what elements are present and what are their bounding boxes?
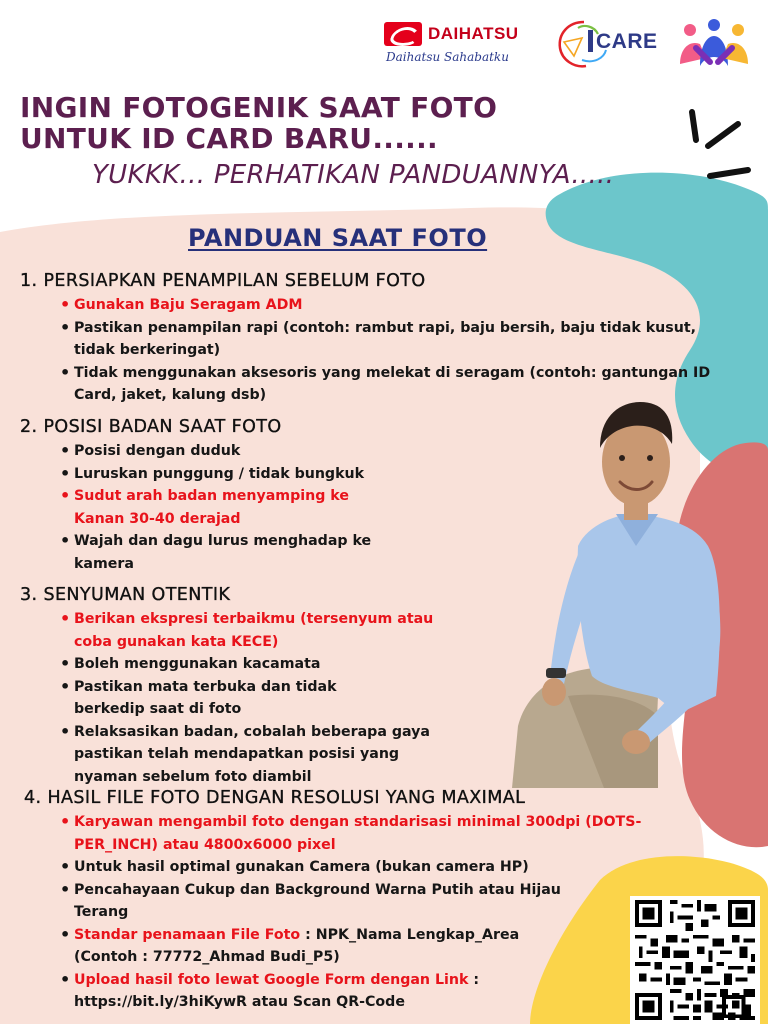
list-item: • Pastikan penampilan rapi (contoh: rambut rapi, baju bersih, baju tidak kusut, tidak berkeringat) xyxy=(58,317,740,362)
list-item: • Tidak menggunakan aksesoris yang melekat di seragam (contoh: gantungan ID Card, jaket, kalung dsb) xyxy=(58,362,740,407)
list-item: • Berikan ekspresi terbaikmu (tersenyum atau coba gunakan kata KECE) xyxy=(58,608,438,653)
section-body-position xyxy=(20,416,440,575)
guide-title: PANDUAN SAAT FOTO xyxy=(188,224,488,252)
section-file-result xyxy=(24,787,664,1014)
man-seated-photo-icon xyxy=(508,396,732,788)
brand-name: DAIHATSU xyxy=(428,24,519,43)
section-list xyxy=(58,294,740,407)
title-line-1: INGIN FOTOGENIK SAAT FOTO xyxy=(20,91,498,124)
daihatsu-logo xyxy=(384,22,534,68)
list-item-naming xyxy=(58,924,618,969)
accent-strokes-icon xyxy=(676,106,756,192)
list-item: • Wajah dan dagu lurus menghadap ke kamera xyxy=(58,530,418,575)
list-item: • Luruskan punggung / tidak bungkuk xyxy=(58,463,440,486)
section-heading: 1. PERSIAPKAN PENAMPILAN SEBELUM FOTO xyxy=(20,271,426,291)
upload-label: Upload hasil foto lewat Google Form dengan Link xyxy=(74,971,469,988)
list-item: • Boleh menggunakan kacamata xyxy=(58,653,460,676)
daihatsu-logo-icon xyxy=(384,22,422,46)
section-appearance xyxy=(20,270,740,407)
section-heading: 4. HASIL FILE FOTO DENGAN RESOLUSI YANG MAXIMAL xyxy=(24,788,526,808)
list-item-upload xyxy=(58,969,618,1014)
upload-link[interactable]: https://bit.ly/3hiKywR atau Scan QR-Code xyxy=(74,994,405,1010)
qr-code-icon[interactable] xyxy=(630,896,760,1024)
list-item: • Karyawan mengambil foto dengan standarisasi minimal 300dpi (DOTS-PER_INCH) atau 4800x6000 pixel xyxy=(58,811,658,856)
list-item: • Sudut arah badan menyamping ke Kanan 30-40 derajad xyxy=(58,485,398,530)
list-item: • Untuk hasil optimal gunakan Camera (bukan camera HP) xyxy=(58,856,664,879)
section-smile xyxy=(20,584,460,788)
page-title xyxy=(20,92,620,154)
list-item: • Relaksasikan badan, cobalah beberapa gaya pastikan telah mendapatkan posisi yang nyaman sebelum foto diambil xyxy=(58,721,443,789)
section-heading: 3. SENYUMAN OTENTIK xyxy=(20,585,231,605)
list-item: • Gunakan Baju Seragam ADM xyxy=(58,294,740,317)
section-list xyxy=(58,811,664,1014)
list-item: • Posisi dengan duduk xyxy=(58,440,440,463)
upload-colon: : xyxy=(468,971,480,988)
people-logo-icon xyxy=(676,18,752,70)
icare-logo xyxy=(554,16,666,72)
section-list xyxy=(58,440,440,575)
section-list xyxy=(58,608,460,788)
list-item: • Pencahayaan Cukup dan Background Warna Putih atau Hijau Terang xyxy=(58,879,598,924)
section-heading: 2. POSISI BADAN SAAT FOTO xyxy=(20,417,282,437)
naming-example: (Contoh : 77772_Ahmad Budi_P5) xyxy=(74,949,340,965)
page-subtitle: YUKKK... PERHATIKAN PANDUANNYA..... xyxy=(92,160,615,190)
title-line-2: UNTUK ID CARD BARU...... xyxy=(20,122,438,155)
brand-tagline: Daihatsu Sahabatku xyxy=(386,50,509,64)
list-item: • Pastikan mata terbuka dan tidak berkedip saat di foto xyxy=(58,676,378,721)
naming-value: : NPK_Nama Lengkap_Area xyxy=(305,926,520,943)
icare-label: CARE xyxy=(596,30,658,53)
naming-label: Standar penamaan File Foto xyxy=(74,926,301,943)
